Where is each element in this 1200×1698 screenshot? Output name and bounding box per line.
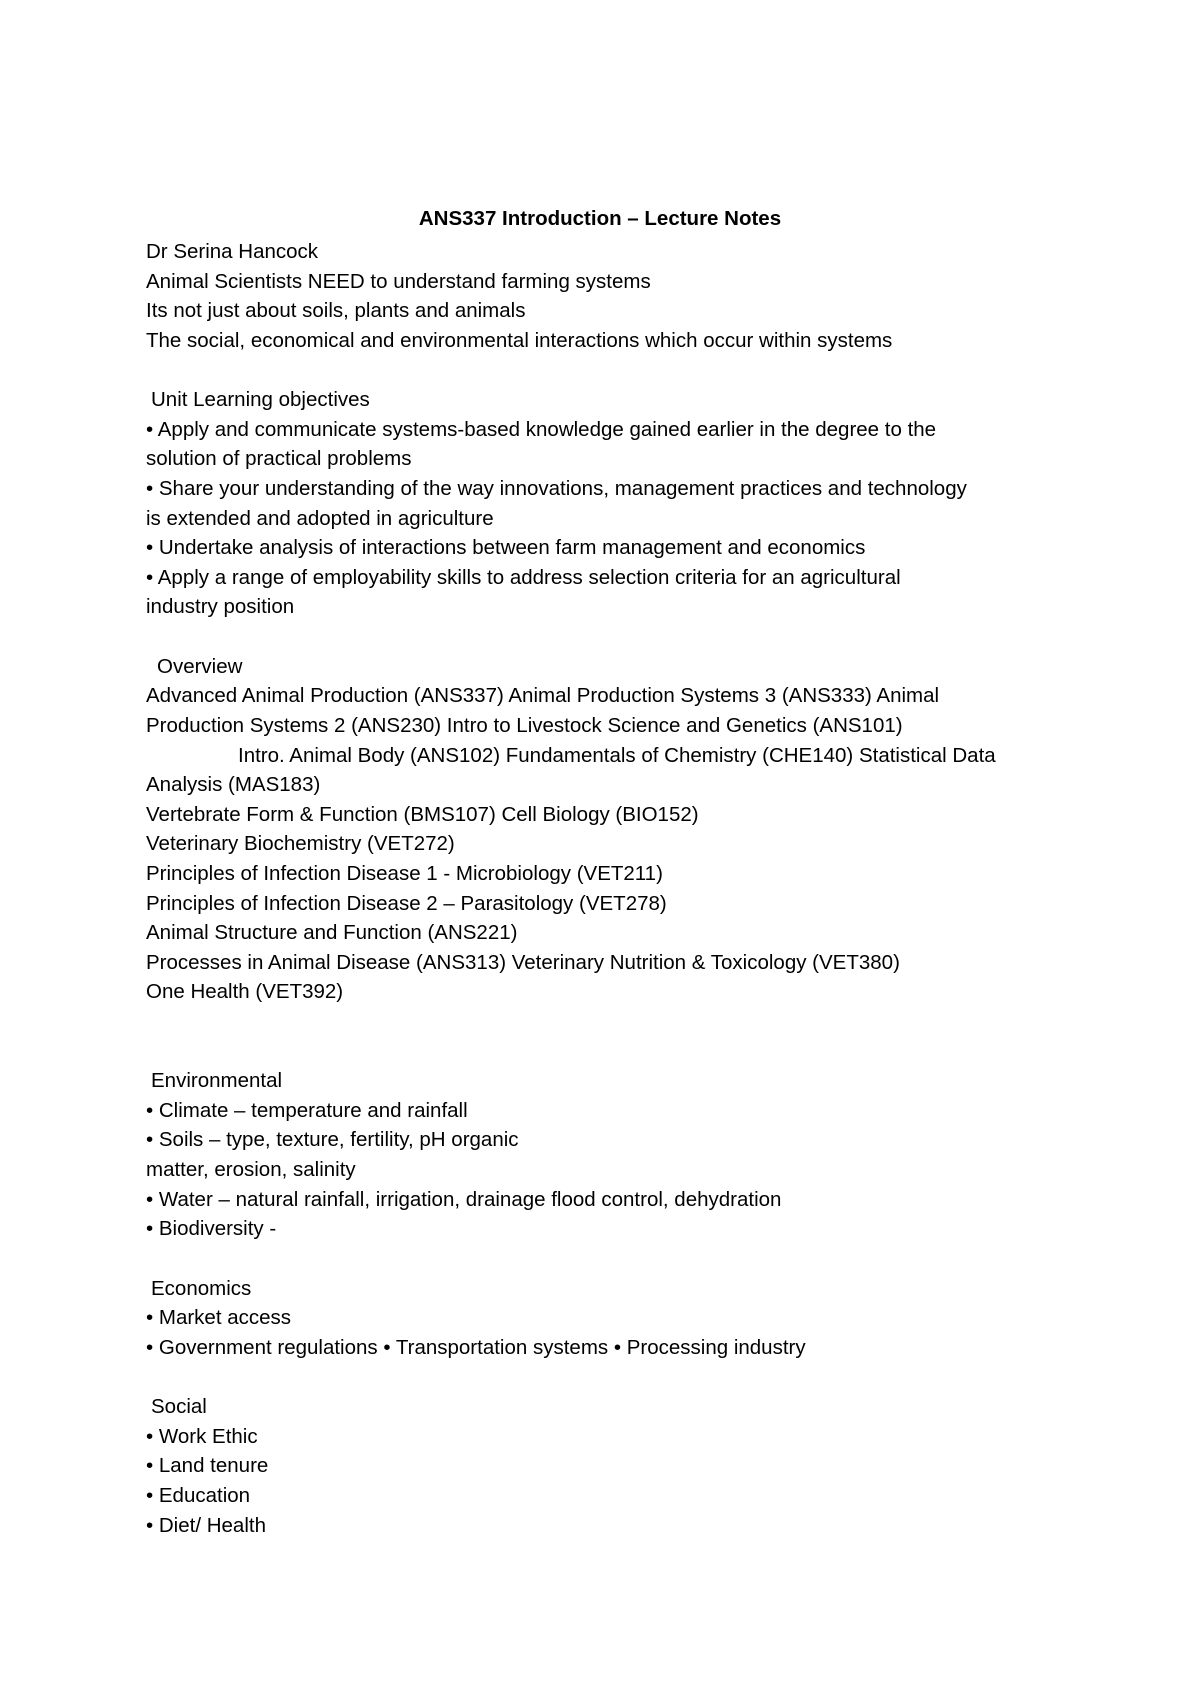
overview-line: Analysis (MAS183): [146, 773, 321, 796]
economics-line: • Market access: [146, 1306, 292, 1329]
environmental-line: matter, erosion, salinity: [146, 1158, 356, 1181]
objective-line: • Apply a range of employability skills to address selection criteria for an agricultural: [146, 566, 901, 589]
intro-line: Animal Scientists NEED to understand farming systems: [146, 270, 651, 293]
overview-line: Vertebrate Form & Function (BMS107) Cell Biology (BIO152): [146, 803, 699, 826]
overview-line: Veterinary Biochemistry (VET272): [146, 832, 455, 855]
objective-line: is extended and adopted in agriculture: [146, 507, 494, 530]
social-line: • Diet/ Health: [146, 1514, 266, 1537]
author-line: Dr Serina Hancock: [146, 240, 319, 263]
objective-line: solution of practical problems: [146, 447, 412, 470]
objective-line: • Undertake analysis of interactions between farm management and economics: [146, 536, 866, 559]
social-heading: Social: [151, 1395, 207, 1418]
economics-line: • Government regulations • Transportation systems • Processing industry: [146, 1336, 806, 1359]
environmental-line: • Water – natural rainfall, irrigation, drainage flood control, dehydration: [146, 1188, 782, 1211]
overview-line: Production Systems 2 (ANS230) Intro to Livestock Science and Genetics (ANS101): [146, 714, 903, 737]
overview-line: Animal Structure and Function (ANS221): [146, 921, 518, 944]
overview-line: Intro. Animal Body (ANS102) Fundamentals of Chemistry (CHE140) Statistical Data: [238, 744, 996, 767]
environmental-heading: Environmental: [151, 1069, 283, 1092]
objective-line: industry position: [146, 595, 295, 618]
overview-line: One Health (VET392): [146, 980, 344, 1003]
objective-line: • Apply and communicate systems-based knowledge gained earlier in the degree to the: [146, 418, 937, 441]
environmental-line: • Climate – temperature and rainfall: [146, 1099, 468, 1122]
overview-line: Processes in Animal Disease (ANS313) Veterinary Nutrition & Toxicology (VET380): [146, 951, 900, 974]
intro-line: Its not just about soils, plants and animals: [146, 299, 526, 322]
page-title: ANS337 Introduction – Lecture Notes: [418, 207, 782, 230]
economics-heading: Economics: [151, 1277, 252, 1300]
environmental-line: • Soils – type, texture, fertility, pH organic: [146, 1128, 519, 1151]
overview-line: Principles of Infection Disease 2 – Parasitology (VET278): [146, 892, 667, 915]
environmental-line: • Biodiversity -: [146, 1217, 277, 1240]
objective-line: • Share your understanding of the way innovations, management practices and technology: [146, 477, 967, 500]
overview-line: Principles of Infection Disease 1 - Microbiology (VET211): [146, 862, 663, 885]
overview-heading: Overview: [157, 655, 243, 678]
intro-line: The social, economical and environmental interactions which occur within systems: [146, 329, 893, 352]
social-line: • Education: [146, 1484, 251, 1507]
objectives-heading: Unit Learning objectives: [151, 388, 370, 411]
social-line: • Land tenure: [146, 1454, 269, 1477]
social-line: • Work Ethic: [146, 1425, 258, 1448]
overview-line: Advanced Animal Production (ANS337) Animal Production Systems 3 (ANS333) Animal: [146, 684, 940, 707]
